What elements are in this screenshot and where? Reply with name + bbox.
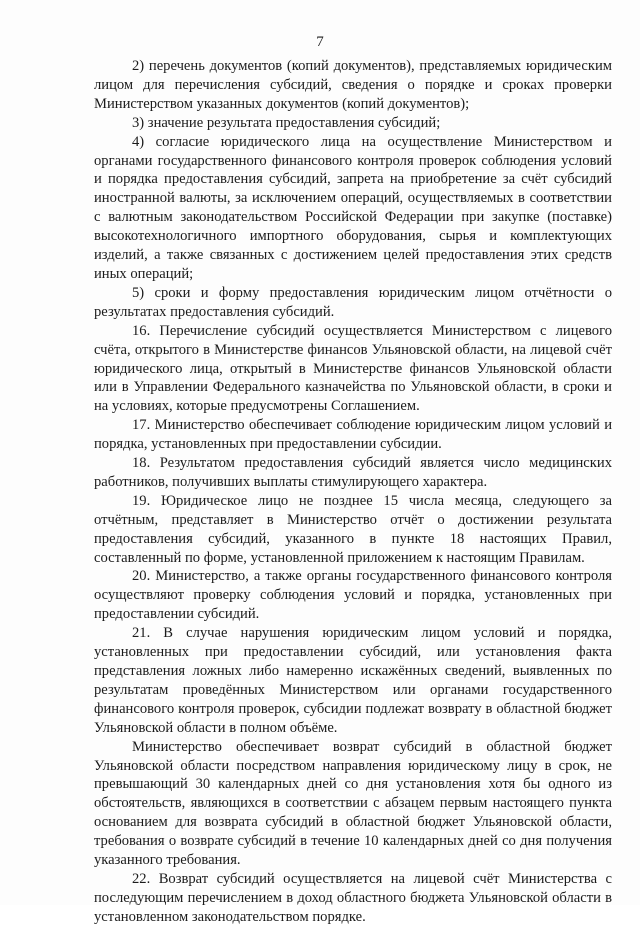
paragraph-item-5: 5) сроки и форму предоставления юридическим лицом отчётности о результатах предоставления субсидий. <box>94 284 612 320</box>
paragraph-item-3: 3) значение результата предоставления субсидий; <box>132 114 441 131</box>
document-body <box>94 57 612 927</box>
paragraph-clause-21: 21. В случае нарушения юридическим лицом условий и порядка, установленных при предоставлении субсидий, или установления факта представления ложных либо намеренно искажённых сведений, выявленных по результатам проведённых Министерством или органами государственного финансового контроля проверок, субсидии подлежат возврату в областной бюджет Ульяновской области в полном объёме. <box>94 625 612 736</box>
paragraph-clause-20: 20. Министерство, а также органы государственного финансового контроля осуществляют проверку соблюдения условий и порядка, установленных при предоставлении субсидий. <box>94 568 612 623</box>
paragraph-clause-17: 17. Министерство обеспечивает соблюдение юридическим лицом условий и порядка, установленных при предоставлении субсидии. <box>94 417 612 453</box>
paragraph-clause-19: 19. Юридическое лицо не позднее 15 числа месяца, следующего за отчётным, представляет в Министерство отчёт о достижении результата предоставления субсидий, указанного в пункте 18 настоящих Правил, составленный по форме, установленной приложением к настоящим Правилам. <box>94 492 612 566</box>
paragraph-item-4: 4) согласие юридического лица на осуществление Министерством и органами государственного финансового контроля проверок соблюдения условий и порядка предоставления субсидий, запрета на приобретение за счёт субсидий иностранной валюты, за исключением операций, осуществляемых в соответствии с валютным законодательством Российской Федерации при закупке (поставке) высокотехнологичного импортного оборудования, сырья и комплектующих изделий, а также связанных с достижением целей предоставления этих средств иных операций; <box>94 133 612 282</box>
paragraph-clause-21-part-2: Министерство обеспечивает возврат субсидий в областной бюджет Ульяновской области посредством направления юридическому лицу в срок, не превышающий 30 календарных дней со дня установления хотя бы одного из обстоятельств, являющихся в соответствии с абзацем первым настоящего пункта основанием для возврата субсидий в областной бюджет Ульяновской области, требования о возврате субсидий в течение 10 календарных дней со дня получения указанного требования. <box>94 738 612 869</box>
paragraph-clause-22: 22. Возврат субсидий осуществляется на лицевой счёт Министерства с последующим перечислением в доход областного бюджета Ульяновской области в установленном законодательством порядке. <box>94 870 612 925</box>
paragraph-item-2: 2) перечень документов (копий документов), представляемых юридическим лицом для перечисления субсидий, сведения о порядке и сроках проверки Министерством указанных документов (копий документов); <box>94 58 612 112</box>
paragraph-clause-16: 16. Перечисление субсидий осуществляется Министерством с лицевого счёта, открытого в Министерстве финансов Ульяновской области, на лицевой счёт юридического лица, открытый в Министерстве финансов Ульяновской области или в Управлении Федерального казначейства по Ульяновской области, в сроки и на условиях, которые предусмотрены Соглашением. <box>94 322 612 415</box>
page-number: 7 <box>316 34 324 50</box>
paragraph-clause-18: 18. Результатом предоставления субсидий является число медицинских работников, получивших выплаты стимулирующего характера. <box>94 455 612 490</box>
